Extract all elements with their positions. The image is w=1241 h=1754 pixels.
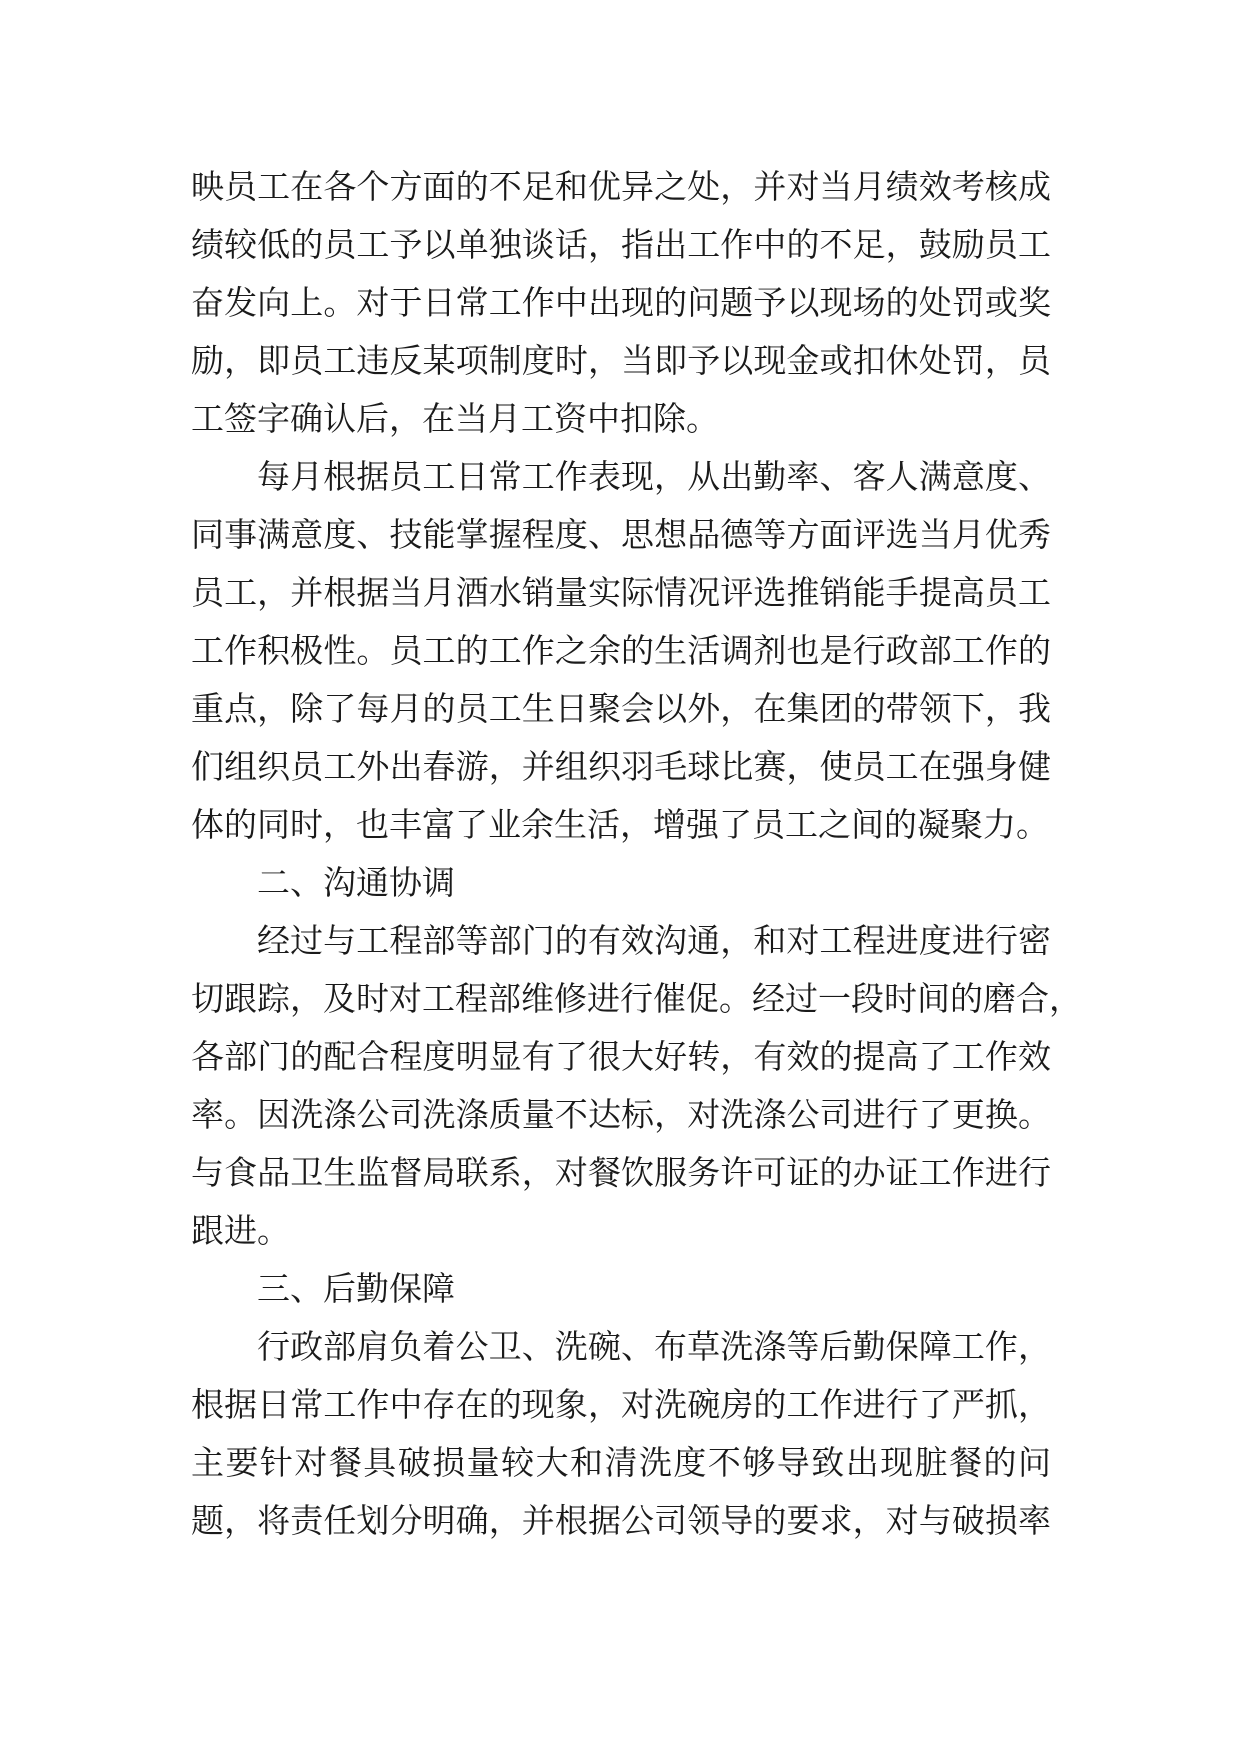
paragraph bbox=[191, 158, 1051, 448]
text-line: 员工，并根据当月酒水销量实际情况评选推销能手提高员工 bbox=[191, 573, 1051, 612]
text-line: 率。因洗涤公司洗涤质量不达标，对洗涤公司进行了更换。 bbox=[191, 1095, 1051, 1134]
text-line: 各部门的配合程度明显有了很大好转，有效的提高了工作效 bbox=[191, 1037, 1051, 1076]
text-line: 与食品卫生监督局联系，对餐饮服务许可证的办证工作进行 bbox=[191, 1153, 1051, 1192]
text-line: 每月根据员工日常工作表现，从出勤率、客人满意度、 bbox=[257, 457, 1051, 496]
document-body bbox=[191, 158, 1082, 1550]
heading-text: 二、沟通协调 bbox=[257, 863, 455, 902]
text-line: 同事满意度、技能掌握程度、思想品德等方面评选当月优秀 bbox=[191, 515, 1051, 554]
section-heading bbox=[191, 1260, 1051, 1318]
text-line: 经过与工程部等部门的有效沟通，和对工程进度进行密 bbox=[257, 921, 1051, 960]
text-line: 励，即员工违反某项制度时，当即予以现金或扣休处罚，员 bbox=[191, 341, 1051, 380]
text-line: 主要针对餐具破损量较大和清洗度不够导致出现脏餐的问 bbox=[191, 1443, 1051, 1482]
text-line: 工作积极性。员工的工作之余的生活调剂也是行政部工作的 bbox=[191, 631, 1051, 670]
paragraph bbox=[191, 448, 1051, 854]
text-line: 工签字确认后，在当月工资中扣除。 bbox=[191, 399, 719, 438]
paragraph bbox=[191, 912, 1082, 1260]
text-line: 奋发向上。对于日常工作中出现的问题予以现场的处罚或奖 bbox=[191, 283, 1051, 322]
text-line: 绩较低的员工予以单独谈话，指出工作中的不足，鼓励员工 bbox=[191, 225, 1051, 264]
paragraph bbox=[191, 1318, 1051, 1550]
text-line: 们组织员工外出春游，并组织羽毛球比赛，使员工在强身健 bbox=[191, 747, 1051, 786]
text-line: 题，将责任划分明确，并根据公司领导的要求，对与破损率 bbox=[191, 1501, 1051, 1540]
text-line: 切跟踪，及时对工程部维修进行催促。经过一段时间的磨合， bbox=[191, 979, 1082, 1018]
text-line: 跟进。 bbox=[191, 1211, 290, 1250]
text-line: 体的同时，也丰富了业余生活，增强了员工之间的凝聚力。 bbox=[191, 805, 1049, 844]
heading-text: 三、后勤保障 bbox=[257, 1269, 455, 1308]
text-line: 根据日常工作中存在的现象，对洗碗房的工作进行了严抓， bbox=[191, 1385, 1051, 1424]
text-line: 行政部肩负着公卫、洗碗、布草洗涤等后勤保障工作， bbox=[257, 1327, 1051, 1366]
text-line: 映员工在各个方面的不足和优异之处，并对当月绩效考核成 bbox=[191, 167, 1051, 206]
section-heading bbox=[191, 854, 1051, 912]
text-line: 重点，除了每月的员工生日聚会以外，在集团的带领下，我 bbox=[191, 689, 1051, 728]
